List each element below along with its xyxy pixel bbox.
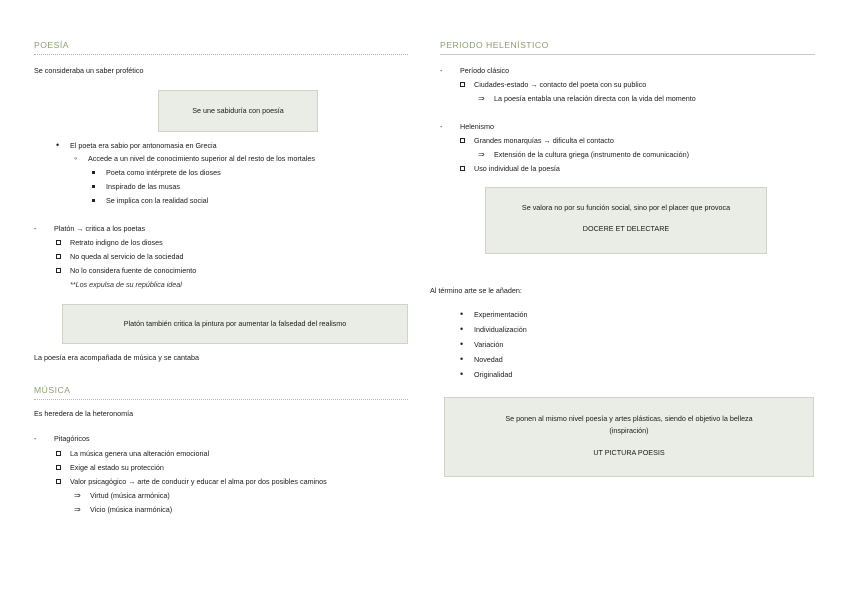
double-arrow-icon — [74, 491, 90, 501]
ut-pictura-text: UT PICTURA POESIS — [593, 447, 665, 457]
double-arrow-icon — [478, 150, 494, 160]
list-item: Ciudades-estado → contacto del poeta con su publico — [460, 80, 646, 90]
list-item: Uso individual de la poesía — [460, 164, 560, 174]
dash-bullet-icon — [34, 225, 54, 234]
placer-highlight-box — [485, 187, 767, 254]
list-item: Retrato indigno de los dioses — [56, 238, 163, 248]
list-item: Se implica con la realidad social — [92, 196, 208, 206]
square-outline-bullet-icon — [56, 239, 70, 248]
poesia-highlight-box — [158, 90, 318, 132]
square-outline-bullet-icon — [56, 267, 70, 276]
square-bullet-icon — [92, 169, 106, 178]
square-outline-bullet-icon — [460, 165, 474, 174]
square-outline-bullet-icon — [56, 464, 70, 473]
pictura-box-text: Se ponen al mismo nivel poesía y artes plásticas, siendo el objetivo la belleza — [505, 414, 753, 423]
list-item: •El poeta era sabio por antonomasia en Grecia — [56, 141, 217, 151]
square-outline-bullet-icon — [56, 478, 70, 487]
bullet-icon — [460, 326, 474, 335]
plato-highlight-box — [62, 304, 408, 344]
dash-bullet-icon — [34, 435, 54, 444]
bullet-icon — [460, 341, 474, 350]
list-item: Inspirado de las musas — [92, 182, 180, 192]
placer-box-text: Se valora no por su función social, sino por el placer que provoca — [521, 203, 731, 212]
list-item: -Período clásico — [440, 66, 509, 76]
list-item: •Variación — [460, 340, 503, 350]
circle-bullet-icon — [74, 155, 88, 164]
square-bullet-icon — [92, 183, 106, 192]
pictura-highlight-box — [444, 397, 814, 477]
plato-box-text: Platón también critica la pintura por aumentar la falsedad del realismo — [123, 319, 347, 328]
bullet-icon — [460, 371, 474, 380]
list-item: No lo considera fuente de conocimiento — [56, 266, 196, 276]
list-item: Grandes monarquías → dificulta el contacto — [460, 136, 614, 146]
list-item: Valor psicagógico → arte de conducir y educar el alma por dos posibles caminos — [56, 477, 327, 487]
list-item: -Platón → critica a los poetas — [34, 224, 145, 234]
poesia-box-text: Se une sabiduría con poesía — [192, 106, 284, 115]
list-item: -Pitagóricos — [34, 434, 90, 444]
list-item: Exige al estado su protección — [56, 463, 164, 473]
dash-bullet-icon — [440, 123, 460, 132]
list-item: •Originalidad — [460, 370, 512, 380]
musica-intro: Es heredera de la heteronomía — [34, 409, 134, 418]
section-heading-poesia: POESÍA — [34, 40, 408, 55]
poesia-closing: La poesía era acompañada de música y se cantaba — [34, 353, 200, 362]
square-outline-bullet-icon — [56, 253, 70, 262]
list-item: -Helenismo — [440, 122, 494, 132]
section-heading-musica: MÚSICA — [34, 385, 408, 400]
list-item: Poeta como intérprete de los dioses — [92, 168, 221, 178]
square-outline-bullet-icon — [56, 450, 70, 459]
plato-note: **Los expulsa de su república ideal — [70, 280, 182, 289]
list-item: La música genera una alteración emocional — [56, 449, 209, 459]
double-arrow-icon — [478, 94, 494, 104]
section-heading-helenistico: PERIODO HELENÍSTICO — [440, 40, 815, 55]
square-outline-bullet-icon — [460, 137, 474, 146]
bullet-icon — [56, 142, 70, 151]
list-item: ◦Accede a un nivel de conocimiento superior al del resto de los mortales — [74, 154, 315, 164]
list-item: •Experimentación — [460, 310, 528, 320]
bullet-icon — [460, 311, 474, 320]
dash-bullet-icon — [440, 67, 460, 76]
list-item: •Individualización — [460, 325, 527, 335]
list-item: No queda al servicio de la sociedad — [56, 252, 183, 262]
poesia-intro: Se consideraba un saber profético — [34, 66, 144, 75]
list-item: •Novedad — [460, 355, 503, 365]
square-outline-bullet-icon — [460, 81, 474, 90]
inspiracion-text: (inspiración) — [609, 426, 649, 436]
arte-intro: Al término arte se le añaden: — [430, 286, 522, 295]
list-item: ⇒Vicio (música inarmónica) — [74, 505, 172, 515]
list-item: ⇒Extensión de la cultura griega (instrumento de comunicación) — [478, 150, 689, 160]
docere-text: DOCERE ET DELECTARE — [582, 224, 670, 234]
list-item: ⇒La poesía entabla una relación directa con la vida del momento — [478, 94, 696, 104]
square-bullet-icon — [92, 197, 106, 206]
list-item: ⇒Virtud (música armónica) — [74, 491, 170, 501]
double-arrow-icon — [74, 505, 90, 515]
bullet-icon — [460, 356, 474, 365]
